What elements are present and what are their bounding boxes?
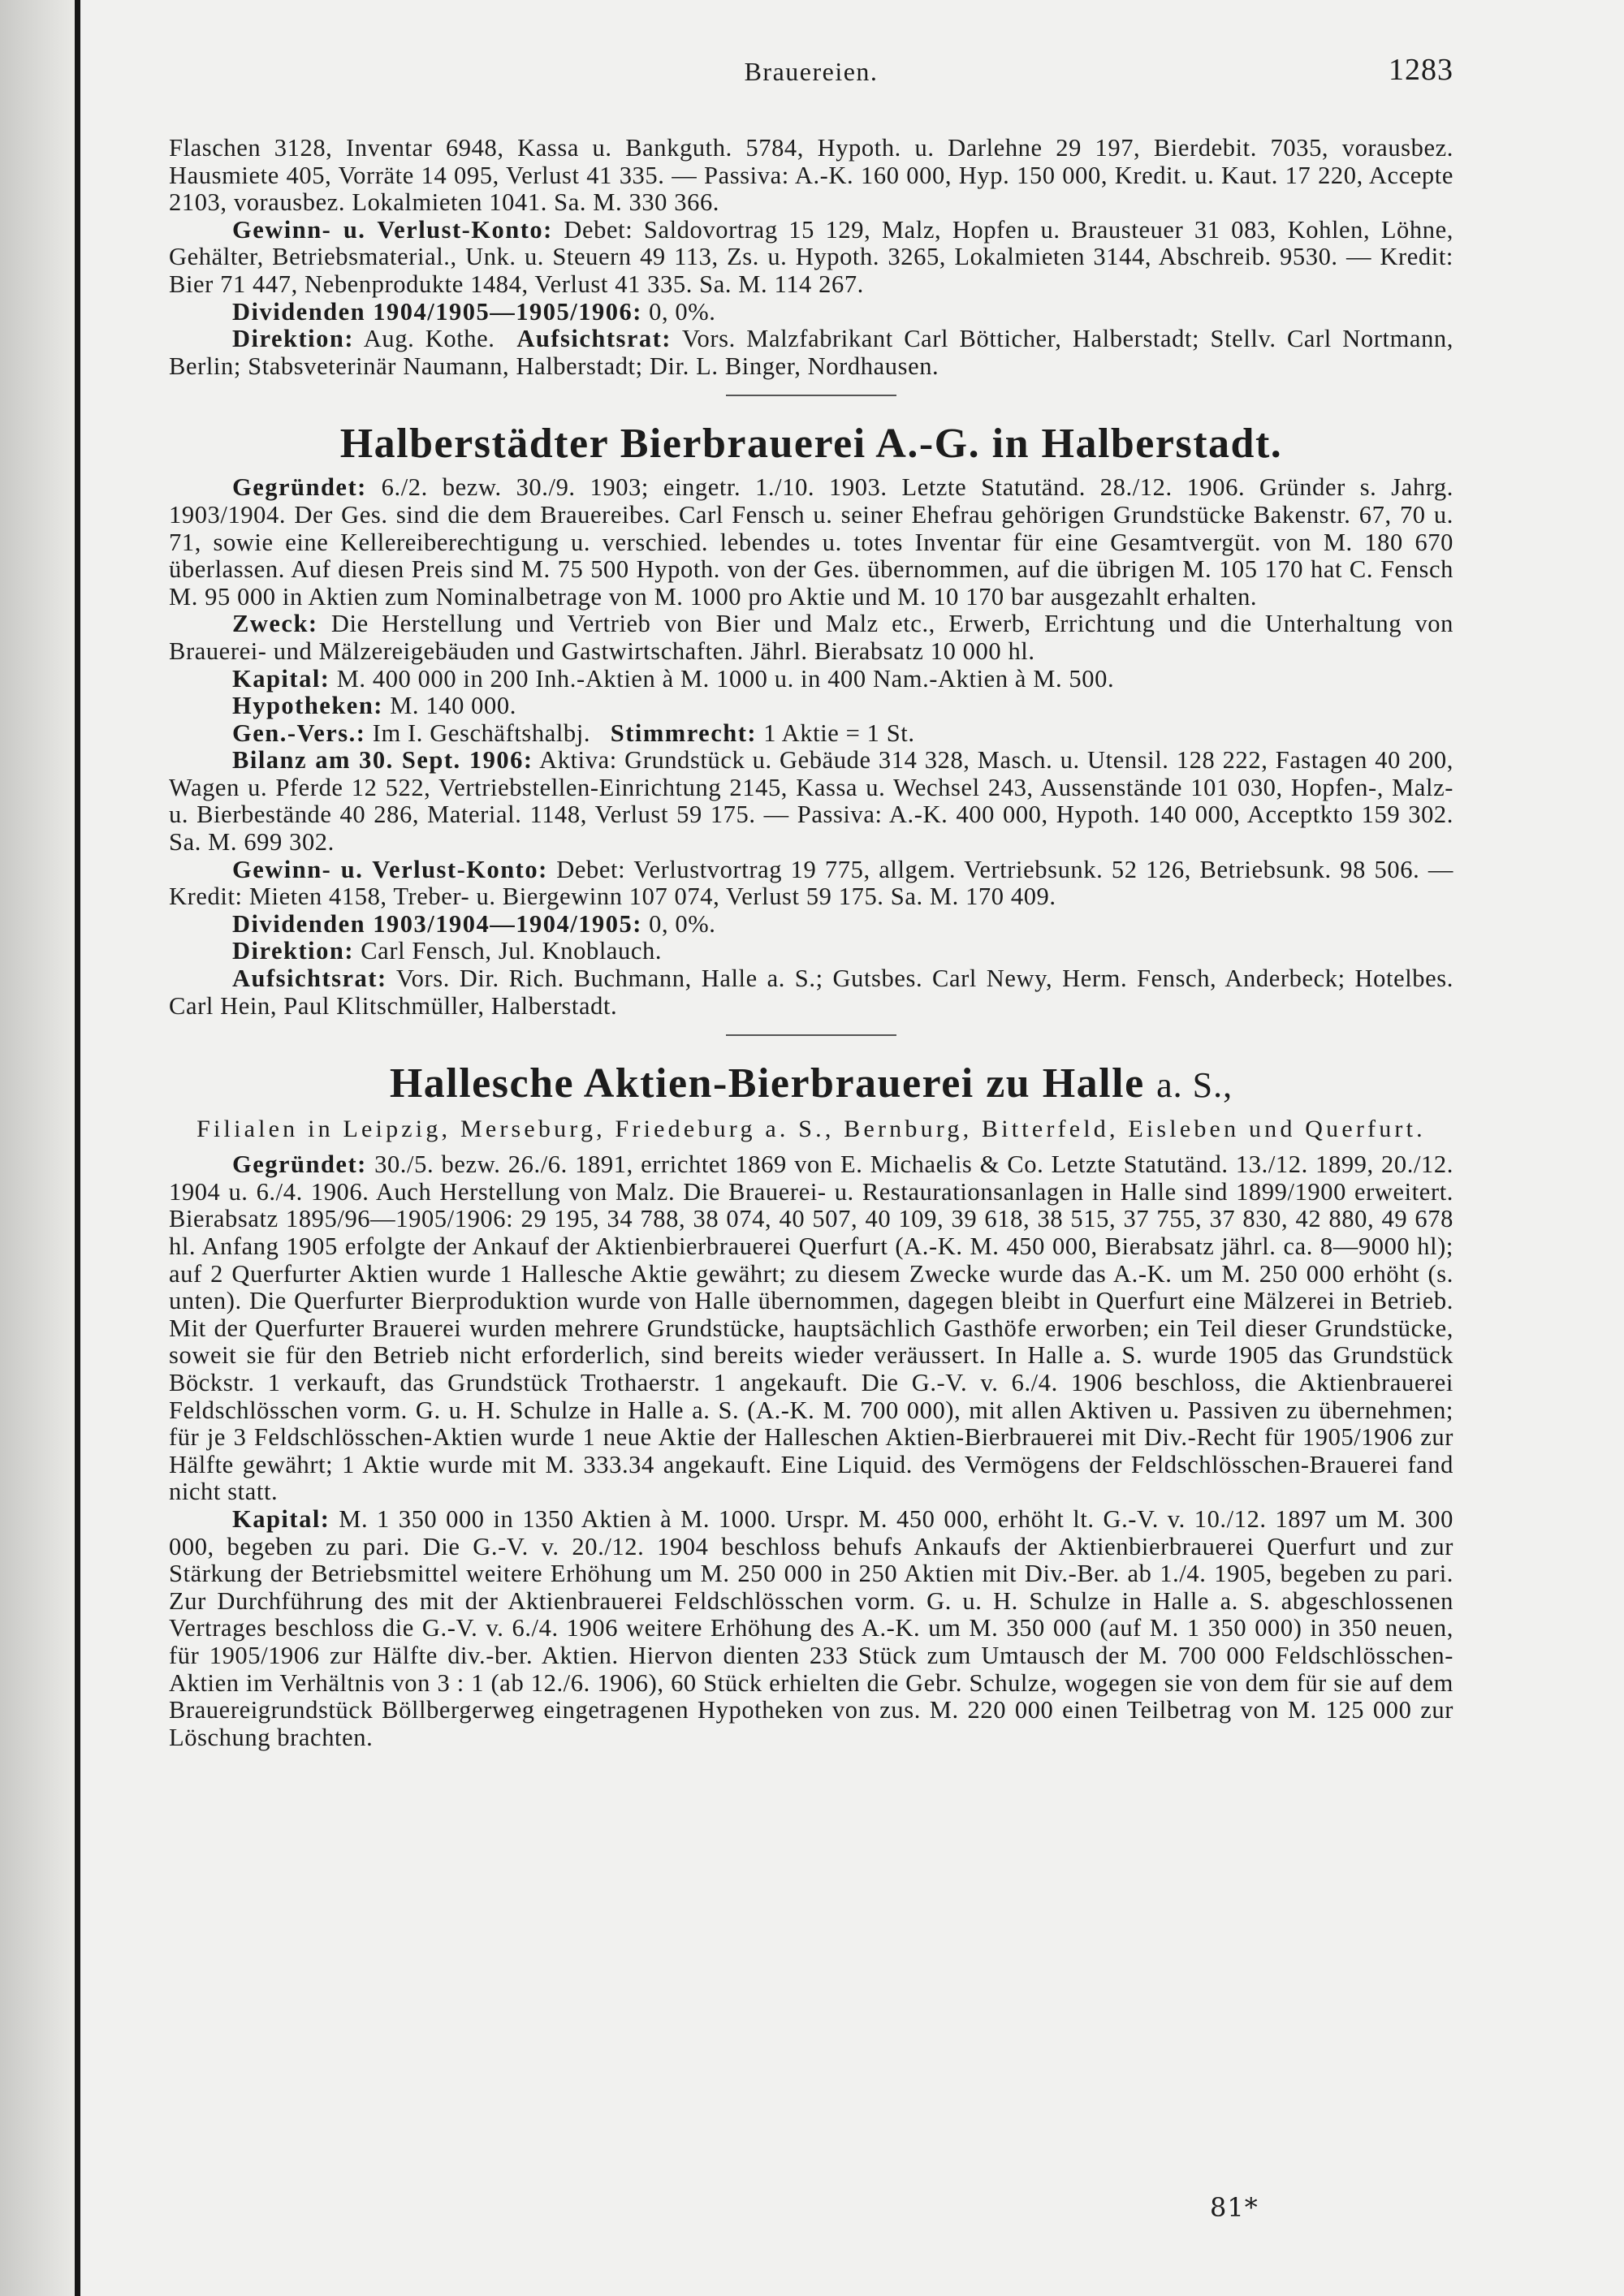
- section-label: Aufsichtsrat:: [516, 325, 672, 353]
- section-text: Carl Fensch, Jul. Knoblauch.: [361, 937, 663, 965]
- section-label: Direktion:: [232, 325, 354, 353]
- section-text: 0, 0%.: [649, 909, 716, 938]
- section-label: Gewinn- u. Verlust-Konto:: [232, 855, 548, 883]
- profit-loss-paragraph: [169, 217, 1453, 299]
- section-label: Gewinn- u. Verlust-Konto:: [232, 215, 553, 244]
- section-divider: [726, 1034, 896, 1036]
- section-text: M. 400 000 in 200 Inh.-Aktien à M. 1000 u. in 400 Nam.-Aktien à M. 500.: [336, 664, 1115, 693]
- section-text: 1 Aktie = 1 St.: [763, 719, 915, 747]
- section-label: Zweck:: [232, 610, 318, 638]
- section-text: Debet: Saldovortrag 15 129, Malz, Hopfen u. Brausteuer 31 083, Kohlen, Löhne, Gehälter, Betriebsmaterial., Unk. u. Steuern 49 113, Zs. u. Hypoth. 3265, Lokalmieten 3144, Abschreib. 9530. — Kredit: Bier 71 447, Nebenprodukte 1484, Verlust 41 335. Sa. M. 114 267.: [169, 215, 1453, 298]
- section-text: Vors. Malzfabrikant Carl Bötticher, Halberstadt; Stellv. Carl Nortmann, Berlin; Stabsveterinär Naumann, Halberstadt; Dir. L. Binger, Nordhausen.: [169, 325, 1453, 380]
- dividend-paragraph: [169, 299, 1453, 326]
- section-label: Direktion:: [232, 937, 354, 965]
- management-paragraph: [169, 326, 1453, 380]
- section-text: 6./2. bezw. 30./9. 1903; eingetr. 1./10. 1903. Letzte Statutänd. 28./12. 1906. Gründer s. Jahrg. 1903/1904. Der Ges. sind die dem Brauereibes. Carl Fensch u. seiner Ehefrau gehörigen Grundstücke Bakenstr. 67, 70 u. 71, sowie eine Kellereiberechtigung u. verschied. lebendes u. totes Inventar für eine Gesamtvergüt. von M. 180 670 überlassen. Auf diesen Preis sind M. 75 500 Hypoth. von der Ges. übernommen, auf die übrigen M. 105 170 hat C. Fensch M. 95 000 in Aktien zum Nominalbetrage von M. 1000 pro Aktie und M. 10 170 bar ausgezahlt erhalten.: [169, 473, 1453, 611]
- section-label: Gegründet:: [232, 1150, 367, 1179]
- section-label: Dividenden 1904/1905—1905/1906:: [232, 297, 642, 326]
- running-title: Brauereien.: [744, 57, 879, 86]
- section-text: 0, 0%.: [649, 297, 716, 326]
- section-text: Aktiva: Grundstück u. Gebäude 314 328, Masch. u. Utensil. 128 222, Fastagen 40 200, Wagen u. Pferde 12 522, Vertriebstellen-Einrichtung 2145, Kassa u. Wechsel 243, Aussenstände 101 030, Hopfen-, Malz- u. Bierbestände 40 286, Material. 1148, Verlust 59 175. — Passiva: A.-K. 400 000, Hypoth. 140 000, Acceptkto 159 302. Sa. M. 699 302.: [169, 746, 1453, 857]
- company-entry-halberstadt: [169, 419, 1453, 1020]
- section-label: Gen.-Vers.:: [232, 719, 366, 747]
- capital-paragraph: [169, 666, 1453, 693]
- section-divider: [726, 395, 896, 396]
- section-label: Stimmrecht:: [610, 719, 758, 747]
- company-title: [169, 1059, 1453, 1111]
- section-text: Debet: Verlustvortrag 19 775, allgem. Vertriebsunk. 52 126, Betriebsunk. 98 506. — Kredit: Mieten 4158, Treber- u. Biergewinn 107 074, Verlust 59 175. Sa. M. 170 409.: [169, 855, 1453, 911]
- profit-loss-paragraph: [169, 857, 1453, 911]
- section-text: M. 1 350 000 in 1350 Aktien à M. 1000. Urspr. M. 450 000, erhöht lt. G.-V. v. 10./12. 1897 um M. 300 000, begeben zu pari. Die G.-V. v. 20./12. 1904 beschloss behufs Ankaufs der Aktienbierbrauerei Querfurt und zur Stärkung der Betriebsmittel weitere Erhöhung um M. 250 000 in 250 Aktien mit Div.-Ber. ab 1./4. 1905, begeben zu pari. Zur Durchführung des mit der Aktienbrauerei Feldschlösschen vorm. G. u. H. Schulze in Halle a. S. abgeschlossenen Vertrages beschloss die G.-V. v. 6./4. 1906 weitere Erhöhung des A.-K. um M. 350 000 (auf M. 1 350 000) in 350 neuen, für 1905/1906 zur Hälfte div.-ber. Aktien. Hiervon dienten 233 Stück zum Umtausch der M. 700 000 Feldschlösschen-Aktien im Verhältnis von 3 : 1 (ab 12./6. 1906), 60 Stück erhielten die Gebr. Schulze, wogegen sie von dem für sie auf dem Brauereigrundstück Böllbergerweg eingetragenen Hypotheken von zus. M. 220 000 einen Teilbetrag von M. 125 000 zur Löschung brachten.: [169, 1504, 1453, 1751]
- purpose-paragraph: [169, 611, 1453, 665]
- section-text: Die Herstellung und Vertrieb von Bier und Malz etc., Erwerb, Errichtung und die Unterhaltung von Brauerei- und Mälzereigebäuden und Gastwirtschaften. Jährl. Bierabsatz 10 000 hl.: [169, 610, 1453, 665]
- supervisory-paragraph: [169, 965, 1453, 1020]
- company-title: Halberstädter Bierbrauerei A.-G. in Halberstadt.: [339, 421, 1283, 468]
- page-content: [169, 49, 1453, 1751]
- section-text: 30./5. bezw. 26./6. 1891, errichtet 1869 von E. Michaelis & Co. Letzte Statutänd. 13./12. 1899, 20./12. 1904 u. 6./4. 1906. Auch Herstellung von Malz. Die Brauerei- u. Restaurationsanlagen in Halle sind 1899/1900 erweitert. Bierabsatz 1895/96—1905/1906: 29 195, 34 788, 38 074, 40 507, 40 109, 39 618, 38 515, 37 755, 37 830, 42 880, 49 678 hl. Anfang 1905 erfolgte der Ankauf der Aktienbierbrauerei Querfurt (A.-K. M. 450 000, Bierabsatz jährl. ca. 8—9000 hl); auf 2 Querfurter Aktien wurde 1 Hallesche Aktie gewährt; zu diesem Zwecke wurde das A.-K. um M. 250 000 erhöht (s. unten). Die Querfurter Bierproduktion wurde von Halle übernommen, dagegen bleibt in Querfurt eine Mälzerei in Betrieb. Mit der Querfurter Brauerei wurden mehrere Grundstücke, hauptsächlich Gasthöfe erworben; ein Teil dieser Grundstücke, soweit sie für den Betrieb nicht erforderlich, sind bereits wieder veräussert. In Halle a. S. wurde 1905 das Grundstück Böckstr. 1 verkauft, das Grundstück Trothaerstr. 1 angekauft. Die G.-V. v. 6./4. 1906 beschloss, die Aktienbrauerei Feldschlösschen vorm. G. u. H. Schulze in Halle a. S. (A.-K. M. 700 000), mit allen Aktiven u. Passiven zu übernehmen; für je 3 Feldschlösschen-Aktien wurde 1 neue Aktie der Halleschen Aktien-Bierbrauerei mit Div.-Recht für 1905/1906 zur Hälfte gewährt; 1 Aktie wurde mit M. 333.34 angekauft. Eine Liquid. des Vermögens der Feldschlösschen-Brauerei fand nicht statt.: [169, 1150, 1453, 1506]
- section-text: Im I. Geschäftshalbj.: [372, 719, 591, 747]
- branches-line: Filialen in Leipzig, Merseburg, Friedeburg a. S., Bernburg, Bitterfeld, Eisleben und Querfurt.: [197, 1116, 1426, 1143]
- section-label: Kapital:: [232, 1504, 330, 1533]
- dividend-paragraph: [169, 911, 1453, 939]
- section-label: Bilanz am 30. Sept. 1906:: [232, 746, 533, 775]
- company-title-suffix: a. S.,: [1156, 1065, 1233, 1106]
- founded-paragraph: [169, 1151, 1453, 1506]
- capital-paragraph: [169, 1506, 1453, 1751]
- company-title-main: Hallesche Aktien-Bierbrauerei zu Halle: [389, 1060, 1145, 1107]
- section-text: M. 140 000.: [390, 692, 516, 720]
- section-label: Hypotheken:: [232, 692, 383, 720]
- company-entry-halle: [169, 1059, 1453, 1751]
- section-text: Vors. Dir. Rich. Buchmann, Halle a. S.; Gutsbes. Carl Newy, Herm. Fensch, Anderbeck; Hotelbes. Carl Hein, Paul Klitschmüller, Halberstadt.: [169, 965, 1453, 1020]
- running-head: [169, 49, 1453, 99]
- balance-continued: Flaschen 3128, Inventar 6948, Kassa u. Bankguth. 5784, Hypoth. u. Darlehne 29 197, Bierdebit. 7035, vorausbez. Hausmiete 405, Vorräte 14 095, Verlust 41 335. — Passiva: A.-K. 160 000, Hyp. 150 000, Kredit. u. Kaut. 17 220, Accepte 2103, vorausbez. Lokalmieten 1041. Sa. M. 330 366.: [169, 134, 1453, 217]
- balance-paragraph: [169, 747, 1453, 856]
- meeting-paragraph: [169, 720, 1453, 748]
- signature-mark: 81*: [1210, 2192, 1259, 2223]
- section-label: Gegründet:: [232, 473, 367, 502]
- section-label: Dividenden 1903/1904—1904/1905:: [232, 909, 642, 938]
- mortgage-paragraph: [169, 693, 1453, 720]
- binding-edge: [75, 0, 80, 2296]
- previous-entry: [169, 135, 1453, 380]
- section-text: Aug. Kothe.: [363, 325, 495, 353]
- section-label: Aufsichtsrat:: [232, 965, 387, 993]
- scan-shadow: [0, 0, 75, 2296]
- founded-paragraph: [169, 474, 1453, 611]
- management-paragraph: [169, 938, 1453, 965]
- section-label: Kapital:: [232, 664, 330, 693]
- page-number: 1283: [1389, 53, 1453, 87]
